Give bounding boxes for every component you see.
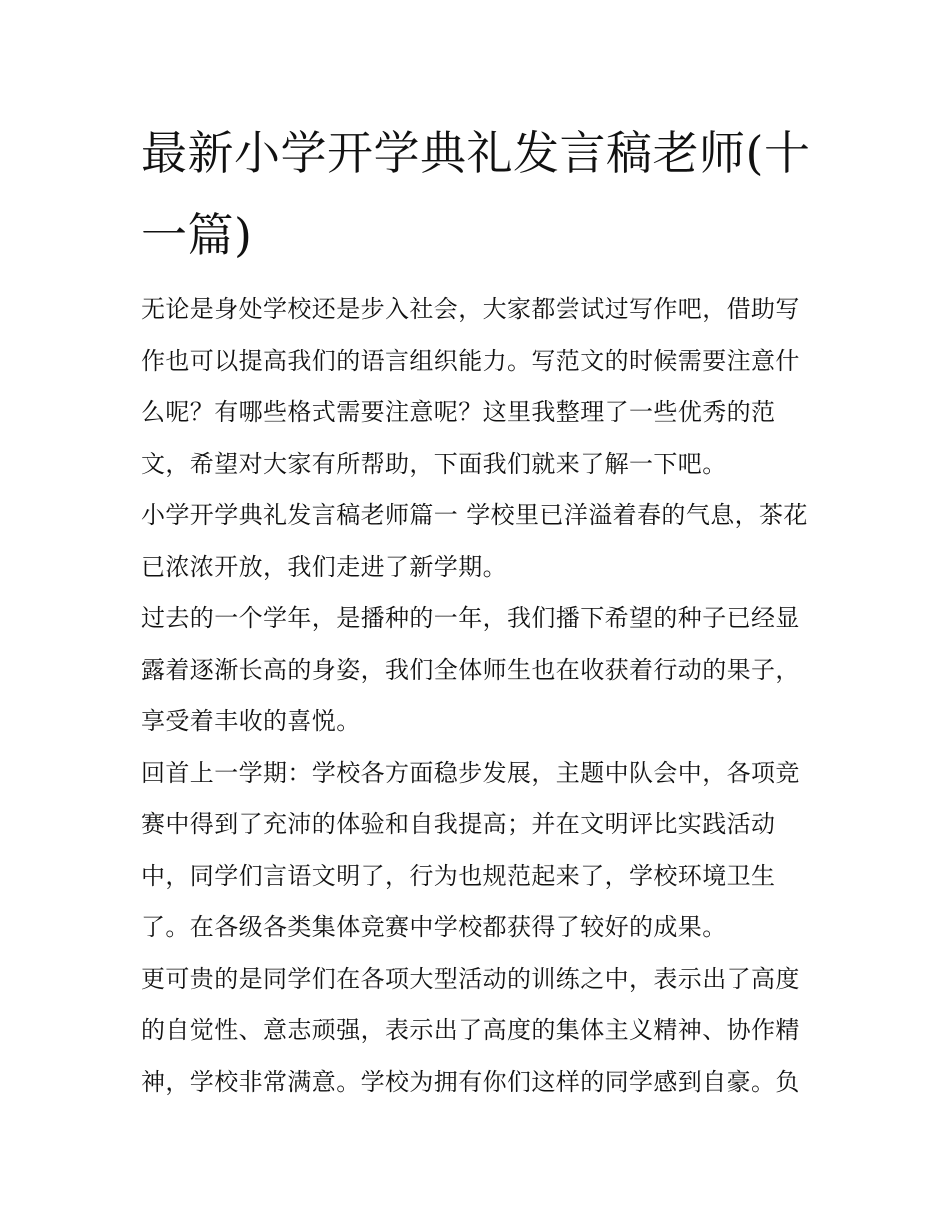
document-title: 最新小学开学典礼发言稿老师(十一篇) xyxy=(141,126,811,262)
paragraph-intro: 无论是身处学校还是步入社会，大家都尝试过写作吧，借助写作也可以提高我们的语言组织能力。写范文的时候需要注意什么呢？有哪些格式需要注意呢？这里我整理了一些优秀的范文，希望对大家有所帮助，下面我们就来了解一下吧。 xyxy=(141,295,800,478)
paragraph-4: 更可贵的是同学们在各项大型活动的训练之中，表示出了高度的自觉性、意志顽强，表示出了高度的集体主义精神、协作精神，学校非常满意。学校为拥有你们这样的同学感到自豪。负 xyxy=(141,964,800,1096)
document-body xyxy=(141,112,813,1108)
paragraph-1: 小学开学典礼发言稿老师篇一 学校里已洋溢着春的气息，茶花已浓浓开放，我们走进了新学期。 xyxy=(141,501,808,581)
paragraph-3: 回首上一学期：学校各方面稳步发展，主题中队会中，各项竞赛中得到了充沛的体验和自我提高；并在文明评比实践活动中，同学们言语文明了，行为也规范起来了，学校环境卫生了。在各级各类集体竞赛中学校都获得了较好的成果。 xyxy=(141,758,800,941)
paragraph-2: 过去的一个学年，是播种的一年，我们播下希望的种子已经显露着逐渐长高的身姿，我们全体师生也在收获着行动的果子，享受着丰收的喜悦。 xyxy=(141,604,800,735)
